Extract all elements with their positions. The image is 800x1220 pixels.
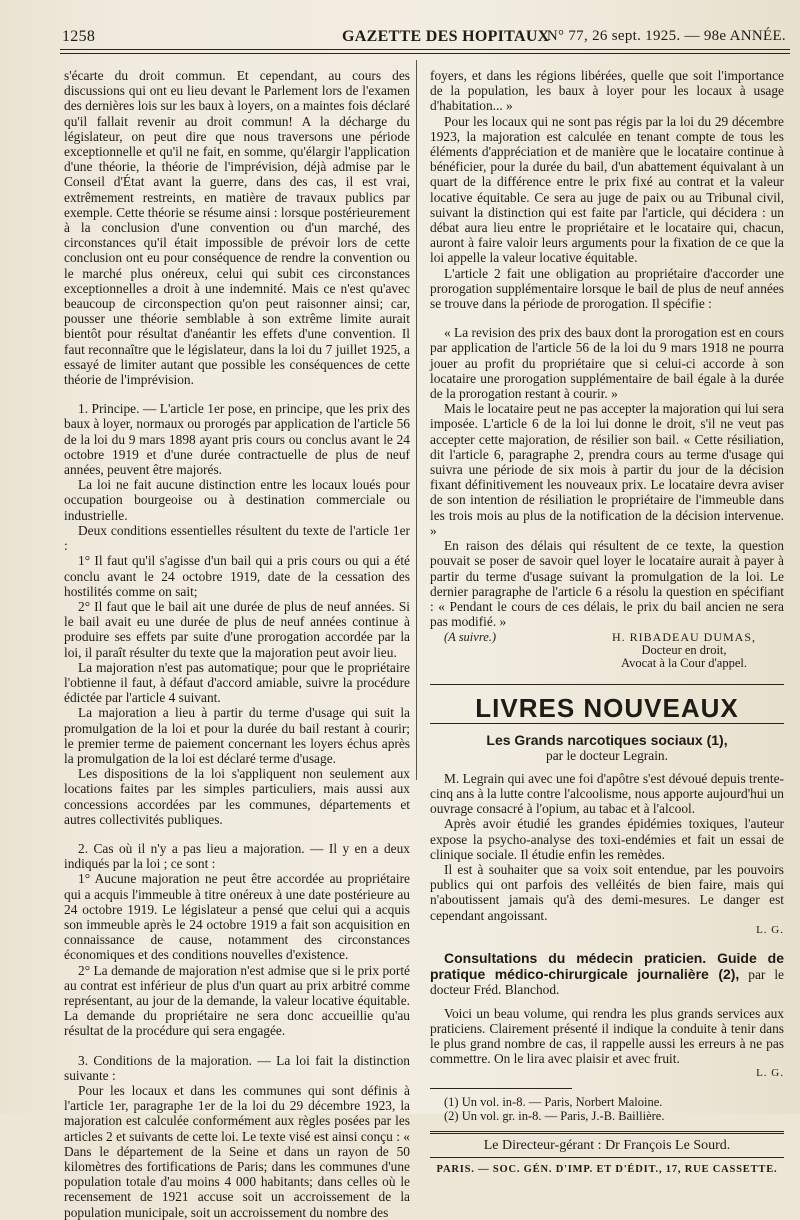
author-title: Docteur en droit, [641, 643, 727, 658]
paragraph: s'écarte du droit commun. Et cependant, au cours des discussions qui ont eu lieu devant le Parlement lors de l'examen des dernières lois sur les baux à loyers, on a maintes fois déclaré qu'il fallait revenir au droit commun! A la décharge du législateur, on peut dire que nous traversons une période exceptionnelle et qu'il ne fait, en somme, qu'élargir l'application d'une théorie, la théorie de l'imprévision, déjà admise par le Conseil d'État avant la guerre, dans des cas, il est vrai, extrêmement restreints, en matière de travaux publics par exemple. Cette théorie se résume ainsi : lorsque postérieurement à la conclusion d'une convention ou d'un marché, des circonstances qu'il était impossible de prévoir lors de cette conclusion ont eu pour conséquence de rendre la convention ou le marché plus onéreux, celui qui subit ces circonstances exceptionnelles a droit à une indemnité. Mais ce n'est qu'avec beaucoup de circonspection qu'on peut raisonner ainsi; car, pousser une théorie semblable à son extrême limite aurait bientôt pour résultat d'anéantir les effets d'une convention. Il faut reconnaître que le législateur, dans la loi du 7 juillet 1925, a essayé de limiter autant que possible les conséquences de cette théorie de l'imprévision. [64, 68, 410, 388]
paragraph: 1. Principe. — L'article 1er pose, en principe, que les prix des baux à loyer, normaux ou prorogés par application de l'article 56 de la loi du 9 mars 1898 ayant pris cours ou conclus avant le 24 octobre 1919 et d'une durée contractuelle de plus de neuf années, peuvent être majorés. [64, 401, 410, 478]
article-signature [430, 631, 784, 670]
quote-paragraph: « La revision des prix des baux dont la prorogation est en cours par application de l'article 56 de la loi du 9 mars 1918 ne pourra jouer au profit du propriétaire que si celui-ci accorde à son locataire une prorogation supplémentaire de bail égale à la durée de la prorogation restant à courir. » [430, 325, 784, 402]
paragraph: La majoration a lieu à partir du terme d'usage qui suit la promulgation de la loi et pour la durée du bail restant à courir; le premier terme de paiement concernant les loyers échus après la promulgation de la loi est déclaré terme d'usage. [64, 705, 410, 766]
section-rule [430, 684, 784, 685]
author-block [584, 631, 784, 670]
paragraph: 2. Cas où il n'y a pas lieu a majoration. — Il y en a deux indiqués par la loi ; ce sont : [64, 840, 410, 872]
footer-rule [430, 1131, 784, 1134]
director-line: Le Directeur-gérant : Dr François Le Sourd. [483, 1137, 731, 1153]
book-review-header [430, 950, 784, 998]
header-rule [60, 49, 790, 50]
paragraph: Les dispositions de la loi s'appliquent non seulement aux locations faites par les simples particuliers, mais aussi aux concessions accordées par les communes, départements et autres collectivités publiques. [64, 766, 410, 827]
printer-line: PARIS. — SOC. GÉN. D'IMP. ET D'ÉDIT., 17, RUE CASSETTE. [436, 1163, 778, 1175]
author-title: Avocat à la Cour d'appel. [621, 656, 747, 671]
footer-rule [430, 1157, 784, 1158]
paragraph: 1° Aucune majoration ne peut être accordée au propriétaire qui a acquis l'immeuble à titre onéreux à une date postérieure au 24 octobre 1919. Le législateur a pensé que celui qui a acquis son immeuble après le 24 octobre 1919 a fait son acquisition en connaissance de cause, notamment des circonstances économiques et des conditions nouvelles d'existence. [64, 871, 410, 963]
header-rule-2 [60, 53, 790, 54]
section-heading: LIVRES NOUVEAUX [475, 693, 739, 724]
continued-note: (A suivre.) [444, 630, 497, 645]
paragraph: Mais le locataire peut ne pas accepter la majoration qui lui sera imposée. L'article 6 de la loi lui donne le droit, s'il ne veut pas accepter cette majoration, de résilier son bail. « Cette résiliation, dit l'article 6, paragraphe 2, prendra cours au terme d'usage qui suivra une période de six mois à partir du jour de la décision fixant définitivement les nouveaux prix. Le locataire devra aviser de son intention de résiliation le propriétaire de l'immeuble dans les trois mois au plus de la notification de la décision intervenue. » [430, 401, 784, 538]
paragraph: La loi ne fait aucune distinction entre les locaux loués pour occupation bourgeoise ou à destination commerciale ou industrielle. [64, 477, 410, 523]
paragraph: Pour les locaux qui ne sont pas régis par la loi du 29 décembre 1923, la majoration est calculée en tenant compte de tous les éléments d'appréciation et de manière que le locataire continue à bénéficier, pour la durée du bail, d'un abattement équivalant à un quart de la différence entre le prix fixé au contrat et la valeur locative équitable. Ce sera au juge de paix ou au Tribunal civil, suivant la distinction qui est faite par l'article, qui décidera : un débat aura lieu entre le propriétaire et le locataire qui, chacun, auront à faire valoir leurs arguments pour la fixation de ce que la loi appelle la valeur locative équitable. [430, 113, 784, 266]
review-paragraph: M. Legrain qui avec une foi d'apôtre s'est dévoué depuis trente-cinq ans à la lutte contre l'alcoolisme, nous apporte aujourd'hui un ouvrage consacré à l'opium, au tabac et à l'alcool. [430, 770, 785, 817]
review-paragraph: Il est à souhaiter que sa voix soit entendue, par les pouvoirs publics qui ont parfois des velléités de bien faire, mais qui n'aboutissent jamais qu'à des demi-mesures. Le danger est cependant angoissant. [430, 861, 784, 923]
paragraph: 1° Il faut qu'il s'agisse d'un bail qui a pris cours ou qui a été conclu avant le 24 octobre 1919, date de la cessation des hostilités comme on sait; [64, 553, 410, 599]
reviewer-initials: L. G. [756, 923, 784, 936]
paragraph: La majoration n'est pas automatique; pour que le propriétaire l'obtienne il faut, à défaut d'accord amiable, suivre la procédure édictée par l'article 4 suivant. [64, 659, 410, 706]
left-column [64, 68, 410, 1220]
paragraph: En raison des délais qui résultent de ce texte, la question pouvait se poser de savoir quel loyer le locataire aurait à payer à partir du terme d'usage suivant la promulgation de la loi. Le dernier paragraphe de l'article 6 a résolu la question en spécifiant : « Pendant le cours de ces délais, le prix du bail ancien ne sera pas modifié. » [430, 538, 784, 630]
footnote: (1) Un vol. in-8. — Paris, Norbert Maloine. [444, 1094, 663, 1109]
review-paragraph: Voici un beau volume, qui rendra les plus grands services aux praticiens. Clairement présenté il indique la conduite à tenir dans le plus grand nombre de cas, il rappelle aussi les erreurs à ne pas commettre. On le lira avec plaisir et avec fruit. [430, 1005, 784, 1067]
page-number: 1258 [62, 28, 96, 45]
column-divider [416, 60, 417, 780]
reviewer-initials: L. G. [756, 1067, 784, 1080]
footnote: (2) Un vol. gr. in-8. — Paris, J.-B. Baillière. [444, 1108, 665, 1123]
page-header [52, 26, 790, 48]
review-paragraph: Après avoir étudié les grandes épidémies toxiques, l'auteur expose la psycho-analyse des toxi-endémies et fait un essai de clinique sociale. Il étudie enfin les remèdes. [430, 816, 784, 862]
book-title: Consultations du médecin praticien. Guide de pratique médico-chirurgicale journalière (2), [430, 949, 784, 983]
author-name: H. RIBADEAU DUMAS, [611, 630, 756, 645]
book-review-header [430, 732, 784, 763]
right-column [430, 68, 784, 1177]
paragraph: Deux conditions essentielles résultent du texte de l'article 1er : [64, 522, 410, 554]
book-author: par le docteur Fréd. Blanchod. [430, 967, 784, 998]
book-author: par le docteur Legrain. [546, 747, 668, 763]
footnotes [430, 1095, 784, 1123]
paragraph: 2° La demande de majoration n'est admise que si le prix porté au contrat est inférieur de plus d'un quart au prix arbitré comme représentant, au jour de la demande, la valeur locative équitable. La demande du propriétaire ne sera donc accueillie qu'au résultat de la procédure qui sera engagée. [64, 962, 410, 1039]
paragraph: 2° Il faut que le bail ait une durée de plus de neuf années. Si le bail avait eu une durée de plus de neuf années continue à produire ses effets par suite d'une prorogation accordée par la loi, il paraît résulter du texte que la majoration peut avoir lieu. [64, 598, 410, 660]
footnote-rule [430, 1088, 572, 1089]
paragraph: L'article 2 fait une obligation au propriétaire d'accorder une prorogation supplémentaire lorsque le bail de plus de neuf années se trouve dans la période de prorogation. Il spécifie : [430, 265, 784, 312]
journal-title: GAZETTE DES HOPITAUX [342, 28, 550, 45]
issue-info: N° 77, 26 sept. 1925. — 98e ANNÉE. [546, 28, 786, 44]
paragraph: Pour les locaux et dans les communes qui sont définis à l'article 1er, paragraphe 1er de la loi du 29 décembre 1923, la majoration est calculée conformément aux règles posées par les articles 2 et suivants de cette loi. Le texte visé est ainsi conçu : « Dans le département de la Seine et dans un rayon de 50 kilomètres des fortifications de Paris; dans les communes d'une population totale d'au moins 4 000 habitants; dans celles où le recensement de 1921 accuse soit un accroissement de la population municipale, soit un accroissement du nombre des [64, 1083, 410, 1220]
paragraph: 3. Conditions de la majoration. — La loi fait la distinction suivante : [64, 1052, 410, 1083]
book-title: Les Grands narcotiques sociaux (1), [486, 731, 728, 748]
paragraph: foyers, et dans les régions libérées, quelle que soit l'importance de la population, les baux à loyer pour les locaux à usage d'habitation... » [430, 68, 784, 114]
